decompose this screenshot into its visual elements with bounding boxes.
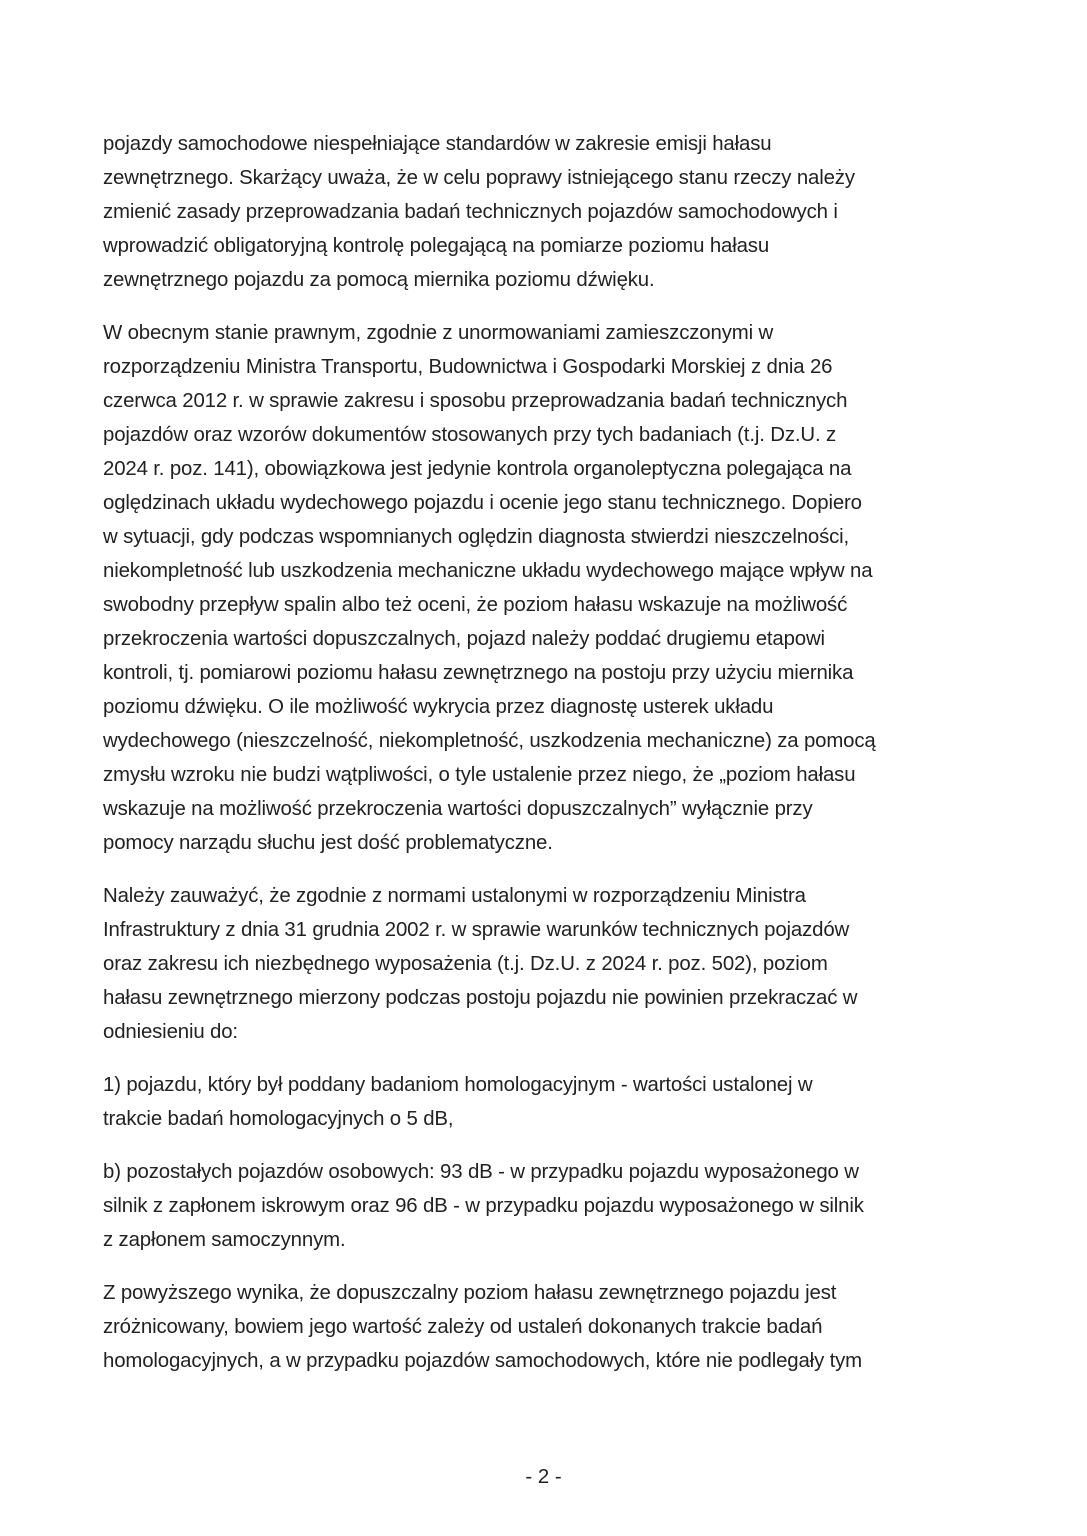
text-line: Infrastruktury z dnia 31 grudnia 2002 r. w sprawie warunków technicznych pojazdów [103, 919, 850, 941]
text-line: pojazdów oraz wzorów dokumentów stosowanych przy tych badaniach (t.j. Dz.U. z [103, 424, 837, 446]
text-line: wskazuje na możliwość przekroczenia wartości dopuszczalnych” wyłącznie przy [103, 798, 813, 820]
text-line: przekroczenia wartości dopuszczalnych, pojazd należy poddać drugiemu etapowi [103, 628, 825, 650]
text-line: swobodny przepływ spalin albo też oceni, że poziom hałasu wskazuje na możliwość [103, 594, 848, 616]
text-line: czerwca 2012 r. w sprawie zakresu i sposobu przeprowadzania badań technicznych [103, 390, 848, 412]
document-body [103, 127, 983, 1397]
text-line: wydechowego (nieszczelność, niekompletność, uszkodzenia mechaniczne) za pomocą [103, 730, 876, 752]
text-line: pojazdy samochodowe niespełniające standardów w zakresie emisji hałasu [103, 133, 772, 155]
page-number: - 2 - [525, 1466, 562, 1488]
text-line: 2024 r. poz. 141), obowiązkowa jest jedynie kontrola organoleptyczna polegająca na [103, 458, 852, 480]
text-line: kontroli, tj. pomiarowi poziomu hałasu zewnętrznego na postoju przy użyciu miernika [103, 662, 854, 684]
text-line: zróżnicowany, bowiem jego wartość zależy od ustaleń dokonanych trakcie badań [103, 1316, 823, 1338]
text-line: oględzinach układu wydechowego pojazdu i ocenie jego stanu technicznego. Dopiero [103, 492, 862, 514]
text-line: odniesieniu do: [103, 1021, 238, 1043]
text-line: zmienić zasady przeprowadzania badań technicznych pojazdów samochodowych i [103, 201, 838, 223]
text-line: wprowadzić obligatoryjną kontrolę polegającą na pomiarze poziomu hałasu [103, 235, 770, 257]
text-line: pomocy narządu słuchu jest dość problematyczne. [103, 832, 553, 854]
list-item-homologated-vehicle [103, 1068, 983, 1136]
text-line: trakcie badań homologacyjnych o 5 dB, [103, 1108, 454, 1130]
text-line: rozporządzeniu Ministra Transportu, Budownictwa i Gospodarki Morskiej z dnia 26 [103, 356, 833, 378]
paragraph-conclusion [103, 1276, 983, 1378]
text-line: w sytuacji, gdy podczas wspomnianych oględzin diagnosta stwierdzi nieszczelności, [103, 526, 850, 548]
text-line: zewnętrznego. Skarżący uważa, że w celu poprawy istniejącego stanu rzeczy należy [103, 167, 855, 189]
text-line: b) pozostałych pojazdów osobowych: 93 dB - w przypadku pojazdu wyposażonego w [103, 1161, 859, 1183]
paragraph-complaint-summary [103, 127, 983, 297]
paragraph-current-law [103, 316, 983, 860]
text-line: z zapłonem samoczynnym. [103, 1229, 346, 1251]
text-line: poziomu dźwięku. O ile możliwość wykrycia przez diagnostę usterek układu [103, 696, 774, 718]
text-line: Należy zauważyć, że zgodnie z normami ustalonymi w rozporządzeniu Ministra [103, 885, 806, 907]
paragraph-noise-norms [103, 879, 983, 1049]
text-line: zewnętrznego pojazdu za pomocą miernika poziomu dźwięku. [103, 269, 655, 291]
text-line: homologacyjnych, a w przypadku pojazdów samochodowych, które nie podlegały tym [103, 1350, 863, 1372]
text-line: hałasu zewnętrznego mierzony podczas postoju pojazdu nie powinien przekraczać w [103, 987, 858, 1009]
text-line: niekompletność lub uszkodzenia mechaniczne układu wydechowego mające wpływ na [103, 560, 873, 582]
text-line: W obecnym stanie prawnym, zgodnie z unormowaniami zamieszczonymi w [103, 322, 774, 344]
list-item-other-passenger-vehicles [103, 1155, 983, 1257]
text-line: Z powyższego wynika, że dopuszczalny poziom hałasu zewnętrznego pojazdu jest [103, 1282, 837, 1304]
text-line: 1) pojazdu, który był poddany badaniom homologacyjnym - wartości ustalonej w [103, 1074, 813, 1096]
text-line: zmysłu wzroku nie budzi wątpliwości, o tyle ustalenie przez niego, że „poziom hałasu [103, 764, 856, 786]
text-line: silnik z zapłonem iskrowym oraz 96 dB - w przypadku pojazdu wyposażonego w silnik [103, 1195, 864, 1217]
text-line: oraz zakresu ich niezbędnego wyposażenia (t.j. Dz.U. z 2024 r. poz. 502), poziom [103, 953, 828, 975]
